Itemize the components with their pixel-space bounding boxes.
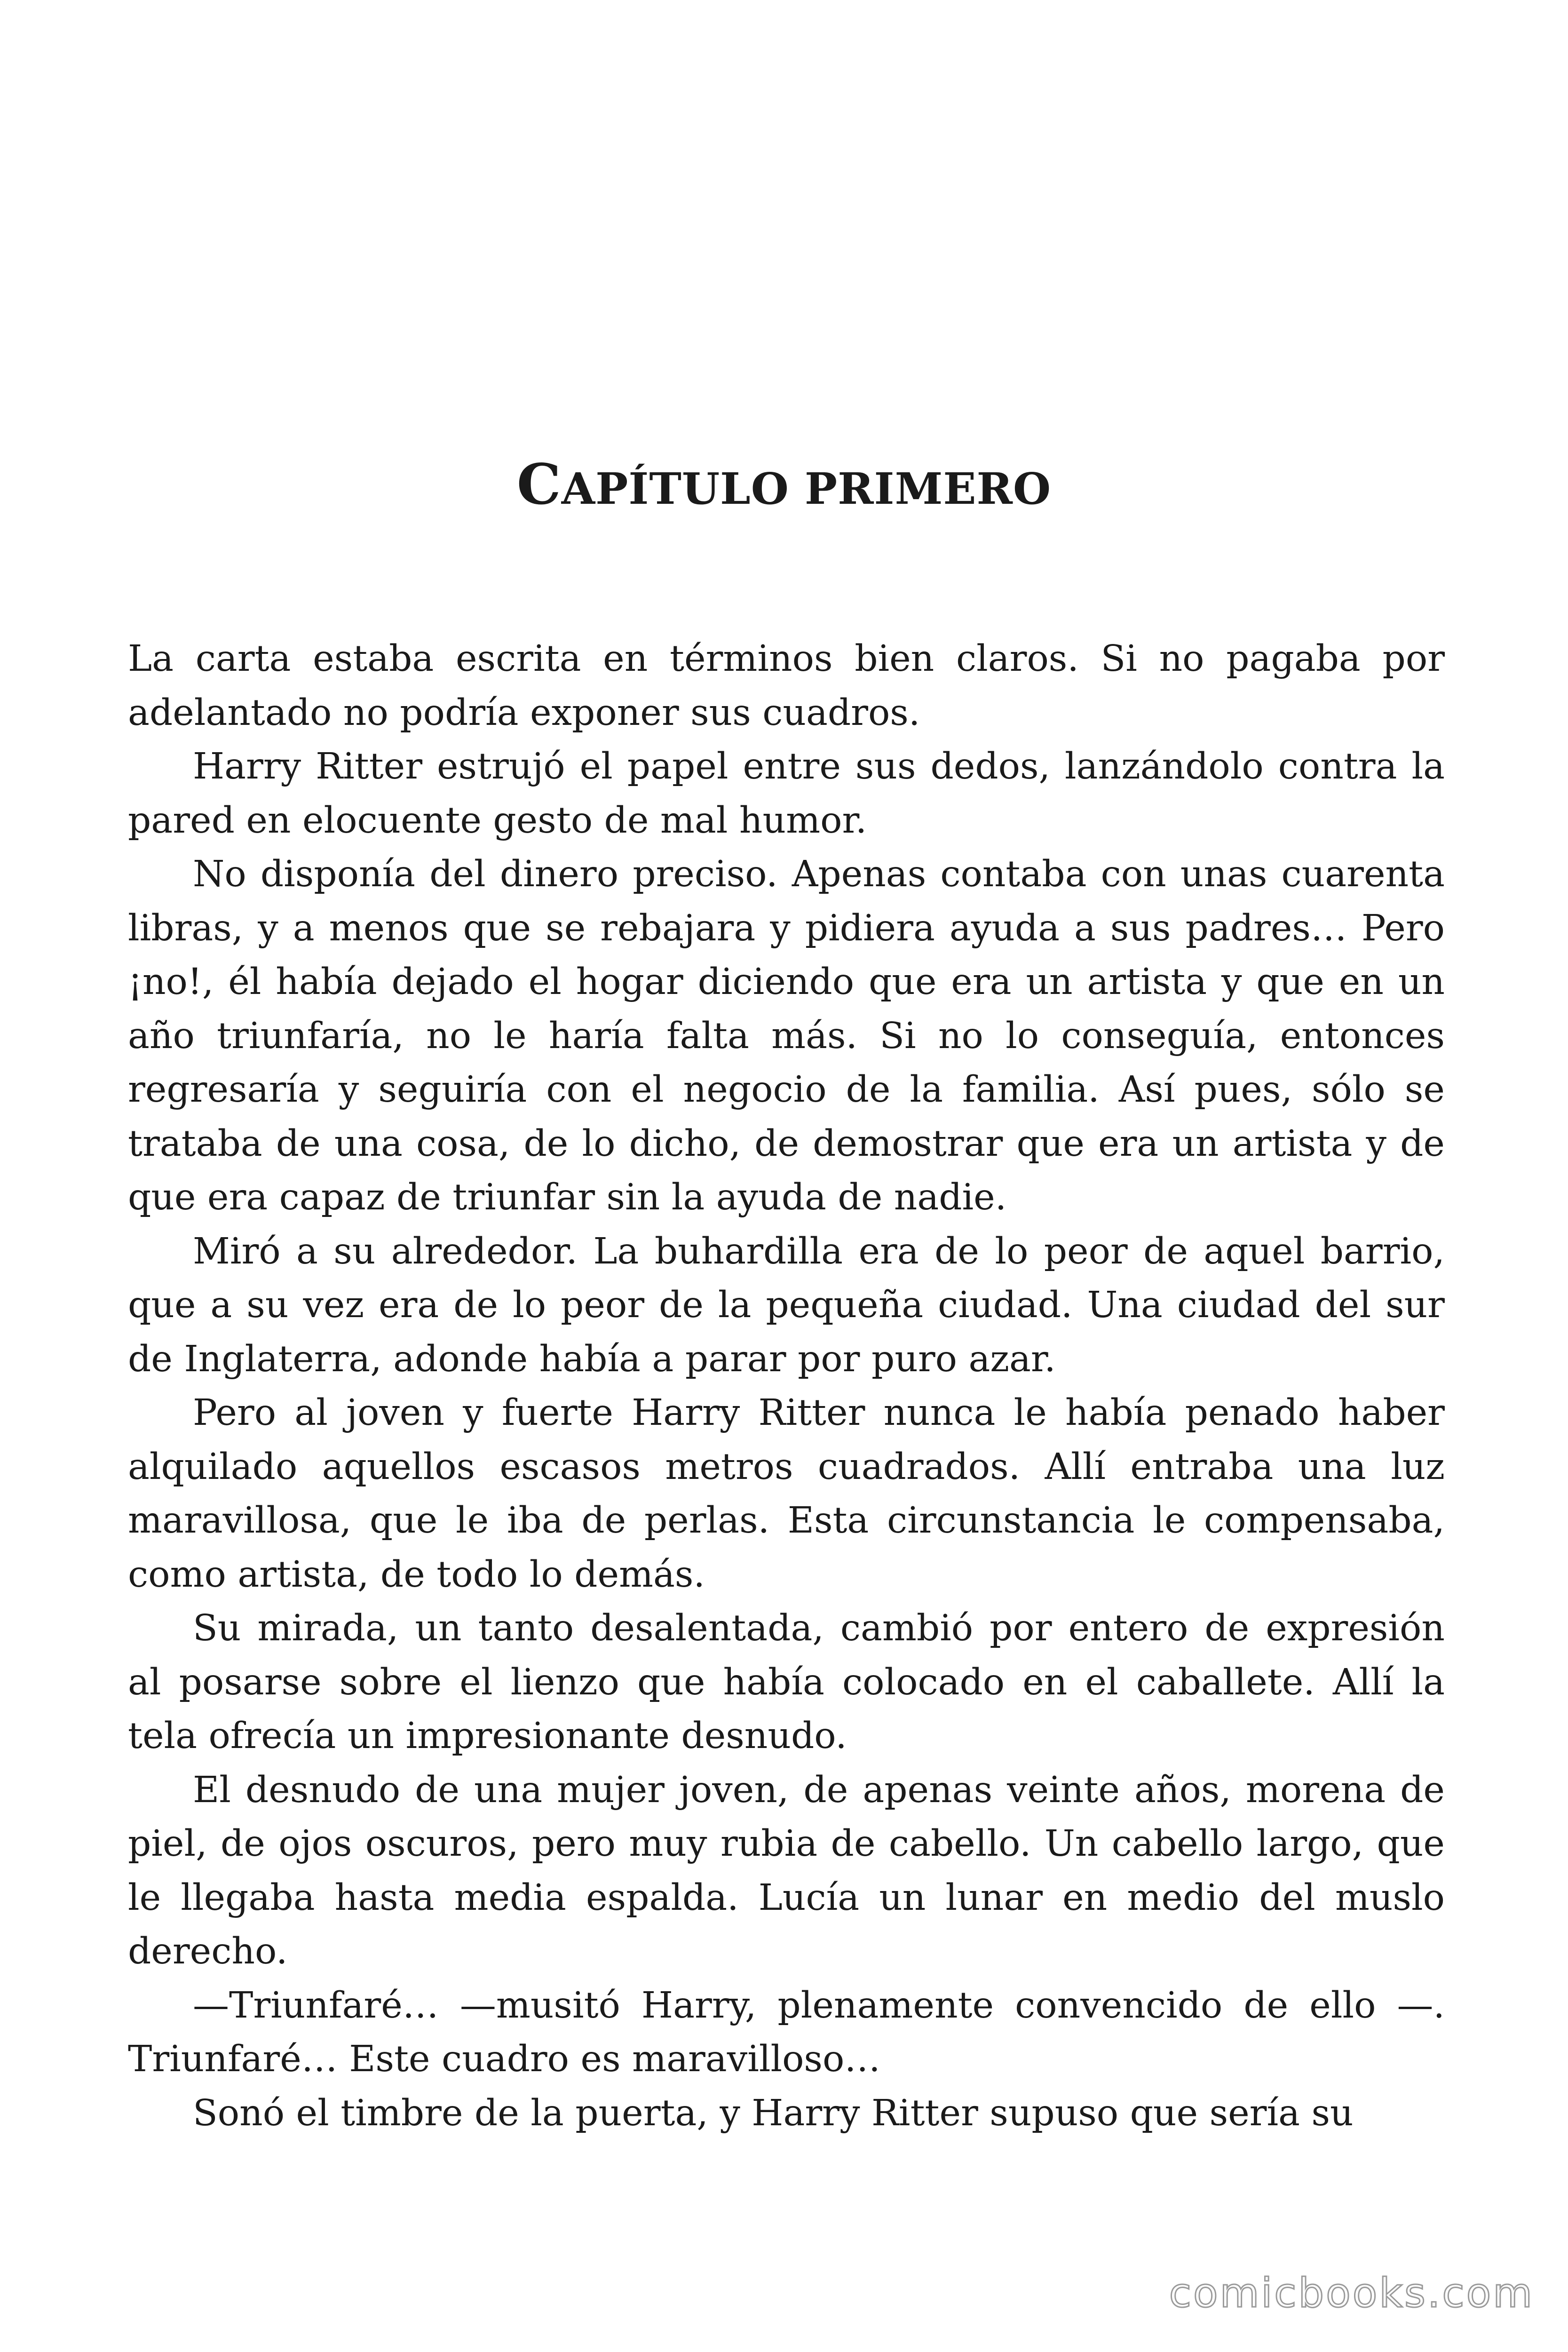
paragraph-1: La carta estaba escrita en términos bien claros. Si no pagaba por adelantado no podría exponer sus cuadros. [128, 638, 1445, 734]
paragraph-4: Miró a su alrededor. La buhardilla era de lo peor de aquel barrio, que a su vez era de lo peor de la pequeña ciudad. Una ciudad del sur de Inglaterra, adonde había a parar por puro azar. [128, 1230, 1445, 1380]
chapter-title-initial: C [516, 452, 562, 517]
chapter-title-rest: APÍTULO PRIMERO [561, 463, 1052, 514]
paragraph-3: No disponía del dinero preciso. Apenas contaba con unas cuarenta libras, y a menos que se rebajara y pidiera ayuda a sus padres… Pero ¡no!, él había dejado el hogar diciendo que era un artista y que en un año triunfaría, no le haría falta más. Si no lo conseguía, entonces regresaría y seguiría con el negocio de la familia. Así pues, sólo se trataba de una cosa, de lo dicho, de demostrar que era un artista y de que era capaz de triunfar sin la ayuda de nadie. [128, 853, 1445, 1218]
paragraph-9: Sonó el timbre de la puerta, y Harry Ritter supuso que sería su [193, 2092, 1354, 2134]
chapter-title [0, 452, 1568, 522]
paragraph-5: Pero al joven y fuerte Harry Ritter nunca le había penado haber alquilado aquellos escasos metros cuadrados. Allí entraba una luz maravillosa, que le iba de perlas. Esta circunstancia le compensaba, como artista, de todo lo demás. [128, 1392, 1445, 1596]
paragraph-2: Harry Ritter estrujó el papel entre sus dedos, lanzándolo contra la pared en elocuente gesto de mal humor. [128, 746, 1445, 842]
paragraph-8: —Triunfaré… —musitó Harry, plenamente convencido de ello —. Triunfaré… Este cuadro es maravilloso… [128, 1984, 1445, 2080]
paragraph-6: Su mirada, un tanto desalentada, cambió por entero de expresión al posarse sobre el lienzo que había colocado en el caballete. Allí la tela ofrecía un impresionante desnudo. [128, 1607, 1445, 1757]
paragraph-7: El desnudo de una mujer joven, de apenas veinte años, morena de piel, de ojos oscuros, pero muy rubia de cabello. Un cabello largo, que le llegaba hasta media espalda. Lucía un lunar en medio del muslo derecho. [128, 1769, 1445, 1972]
chapter-body [128, 632, 1445, 2140]
watermark: comicbooks.com [1169, 2270, 1534, 2317]
